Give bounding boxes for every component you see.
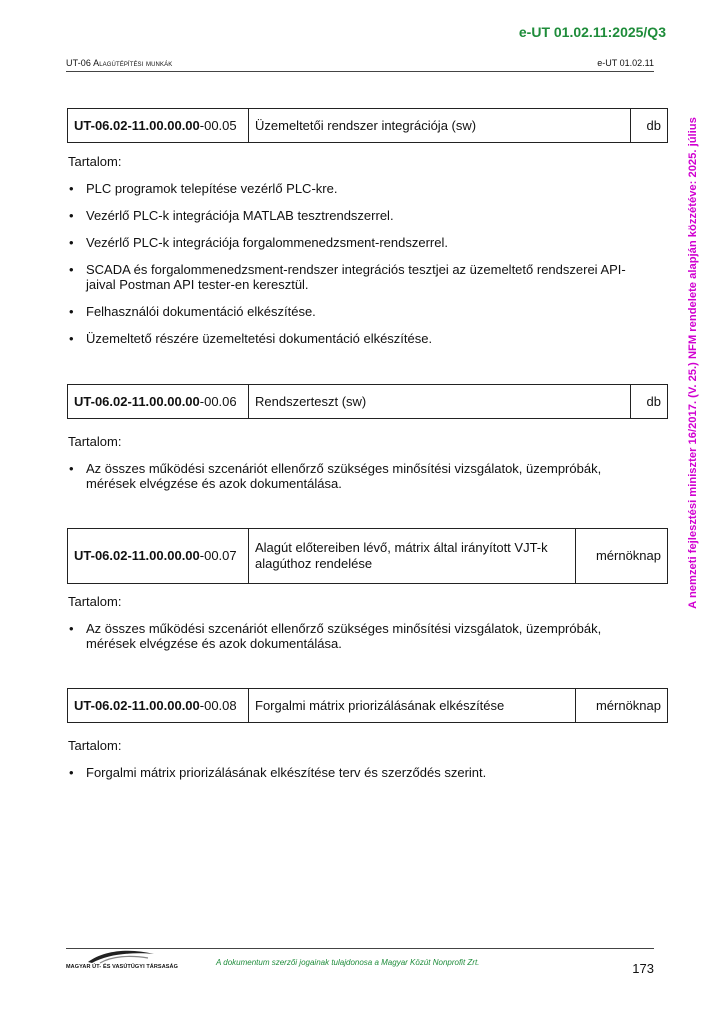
item-title: Forgalmi mátrix priorizálásának elkészítése [249, 689, 576, 723]
item-code-main: UT-06.02-11.00.00.00 [74, 117, 200, 133]
item-unit: db [631, 385, 668, 419]
list-item: • Forgalmi mátrix priorizálásának elkészítése terv és szerződés szerint. [68, 765, 628, 780]
logo-text: MAGYAR ÚT- ÉS VASÚTÜGYI TÁRSASÁG [66, 964, 178, 970]
chapter-title: UT-06 Alagútépítési munkák [66, 58, 173, 68]
publication-side-note [684, 95, 702, 630]
list-item: • Az összes működési szcenáriót ellenőrző szükséges minősítési vizsgálatok, üzempróbák, mérések elvégzése és azok dokumentálása. [68, 461, 628, 491]
item-table [67, 384, 668, 419]
document-id: e-UT 01.02.11 [597, 58, 654, 68]
contents-list [68, 181, 628, 358]
list-item: • Felhasználói dokumentáció elkészítése. [68, 304, 628, 319]
contents-list [68, 461, 628, 503]
item-code-suffix: -00.07 [199, 548, 237, 563]
item-title: Üzemeltetői rendszer integrációja (sw) [249, 109, 631, 143]
list-item: • Vezérlő PLC-k integrációja MATLAB tesztrendszerrel. [68, 208, 628, 223]
list-item: • PLC programok telepítése vezérlő PLC-kre. [68, 181, 628, 196]
page-number: 173 [632, 961, 654, 976]
side-note-text: A nemzeti fejlesztési miniszter 16/2017. (V. 25.) NFM rendelete alapján közzétéve: 2025. július [687, 116, 699, 609]
item-code [68, 109, 249, 143]
road-swoosh-icon [86, 948, 156, 964]
item-title: Rendszerteszt (sw) [249, 385, 631, 419]
running-header [66, 58, 654, 72]
copyright-notice: A dokumentum szerzői jogainak tulajdonosa a Magyar Közút Nonprofit Zrt. [216, 958, 480, 967]
item-code-main: UT-06.02-11.00.00.00 [74, 697, 200, 713]
item-unit: mérnöknap [576, 529, 668, 584]
list-item: • Vezérlő PLC-k integrációja forgalommenedzsment-rendszerrel. [68, 235, 628, 250]
item-table [67, 528, 668, 584]
item-unit: mérnöknap [576, 689, 668, 723]
list-item: • SCADA és forgalommenedzsment-rendszer integrációs tesztjei az üzemeltető rendszerei API-jaival Postman API tester-en keresztül. [68, 262, 628, 292]
item-code [68, 689, 249, 723]
list-item: • Üzemeltető részére üzemeltetési dokumentáció elkészítése. [68, 331, 628, 346]
item-title: Alagút előtereiben lévő, mátrix által irányított VJT-k alagúthoz rendelése [249, 529, 576, 584]
list-item: • Az összes működési szcenáriót ellenőrző szükséges minősítési vizsgálatok, üzempróbák, mérések elvégzése és azok dokumentálása. [68, 621, 628, 651]
item-code-suffix: -00.06 [199, 393, 237, 409]
society-logo [66, 948, 176, 972]
item-code-suffix: -00.08 [199, 697, 237, 713]
contents-label: Tartalom: [68, 154, 122, 169]
contents-list [68, 765, 628, 792]
item-code [68, 385, 249, 419]
item-table [67, 108, 668, 143]
contents-list [68, 621, 628, 663]
contents-label: Tartalom: [68, 434, 122, 449]
item-code-suffix: -00.05 [199, 117, 237, 133]
item-code-main: UT-06.02-11.00.00.00 [74, 393, 200, 409]
document-code: e-UT 01.02.11:2025/Q3 [518, 24, 666, 40]
item-unit: db [631, 109, 668, 143]
contents-label: Tartalom: [68, 594, 122, 609]
item-code-main: UT-06.02-11.00.00.00 [74, 548, 200, 563]
contents-label: Tartalom: [68, 738, 122, 753]
item-table [67, 688, 668, 723]
item-code [68, 529, 249, 584]
